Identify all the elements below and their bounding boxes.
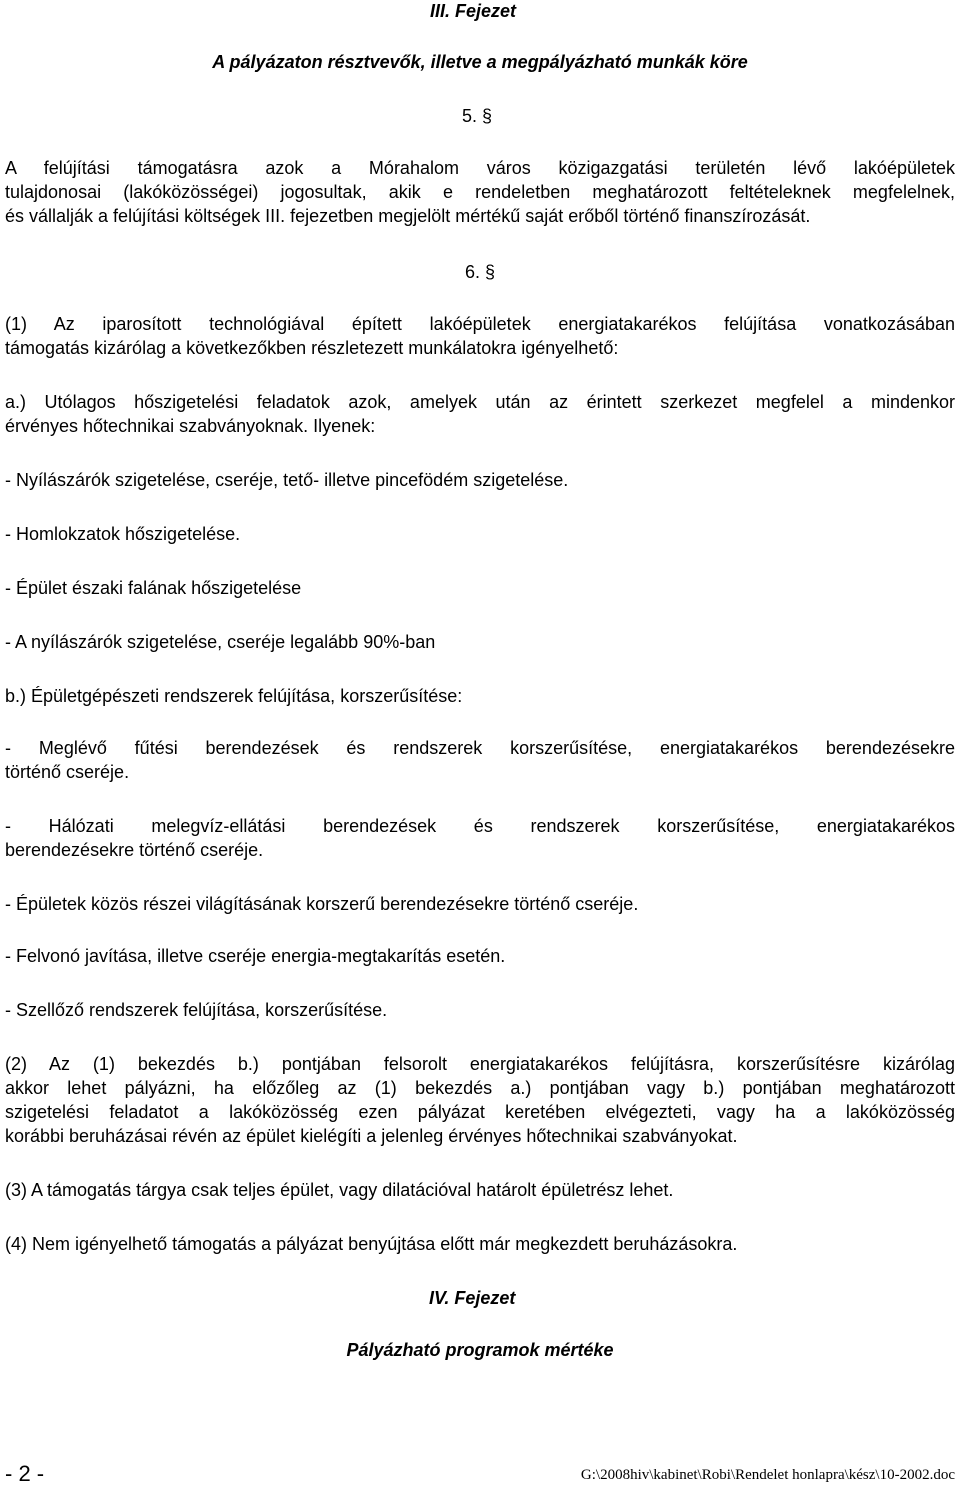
chapter-4-title: IV. Fejezet bbox=[429, 1288, 516, 1308]
point-a-item: - A nyílászárók szigetelése, cseréje legalább 90%-ban bbox=[5, 632, 436, 652]
page-number: - 2 - bbox=[5, 1461, 45, 1486]
point-b-item-line: történő cseréje. bbox=[5, 762, 130, 782]
paragraph-2-line: szigetelési feladatot a lakóközösség ezen pályázat keretében elvégezteti, vagy ha a lakóközösség bbox=[5, 1102, 955, 1122]
paragraph-2-line: akkor lehet pályázni, ha előzőleg az (1) bekezdés a.) pontjában vagy b.) pontjában meghatározott bbox=[5, 1078, 955, 1098]
paragraph-1-line: támogatás kizárólag a következőkben részletezett munkálatokra igényelhető: bbox=[5, 338, 619, 358]
paragraph-4: (4) Nem igényelhető támogatás a pályázat benyújtása előtt már megkezdett beruházásokra. bbox=[5, 1234, 738, 1254]
paragraph-1-line: (1) Az iparosított technológiával épített lakóépületek energiatakarékos felújítása vonatkozásában bbox=[5, 314, 955, 334]
section-5-line: tulajdonosai (lakóközösségei) jogosultak, akik e rendeletben meghatározott feltételeknek megfelelnek, bbox=[5, 182, 955, 202]
point-b-item: - Épületek közös részei világításának korszerű berendezésekre történő cseréje. bbox=[5, 894, 639, 914]
point-a-item: - Épület északi falának hőszigetelése bbox=[5, 578, 302, 598]
chapter-3-subtitle: A pályázaton résztvevők, illetve a megpályázható munkák köre bbox=[212, 52, 748, 72]
chapter-3-title: III. Fejezet bbox=[430, 1, 517, 21]
section-6-label: 6. § bbox=[465, 262, 496, 282]
file-path: G:\2008hiv\kabinet\Robi\Rendelet honlapra\kész\10-2002.doc bbox=[580, 1467, 955, 1483]
point-b-item: - Felvonó javítása, illetve cseréje energia-megtakarítás esetén. bbox=[5, 946, 506, 966]
section-5-line: A felújítási támogatásra azok a Mórahalom város közigazgatási területén lévő lakóépületek bbox=[5, 158, 955, 178]
point-a-item: - Homlokzatok hőszigetelése. bbox=[5, 524, 241, 544]
paragraph-2-line: (2) Az (1) bekezdés b.) pontjában felsorolt energiatakarékos felújításra, korszerűsítésre kizárólag bbox=[5, 1054, 955, 1074]
section-5-label: 5. § bbox=[462, 106, 493, 126]
paragraph-3: (3) A támogatás tárgya csak teljes épület, vagy dilatációval határolt épületrész lehet. bbox=[5, 1180, 674, 1200]
section-5-line: és vállalják a felújítási költségek III. fejezetben megjelölt mértékű saját erőből történő finanszírozását. bbox=[5, 206, 811, 226]
point-a-line: érvényes hőtechnikai szabványoknak. Ilyenek: bbox=[5, 416, 376, 436]
chapter-4-subtitle: Pályázható programok mértéke bbox=[346, 1340, 614, 1360]
point-a-item: - Nyílászárók szigetelése, cseréje, tető- illetve pincefödém szigetelése. bbox=[5, 470, 569, 490]
paragraph-2-line: korábbi beruházásai révén az épület kielégíti a jelenleg érvényes hőtechnikai szabványokat. bbox=[5, 1126, 738, 1146]
point-b-heading: b.) Épületgépészeti rendszerek felújítása, korszerűsítése: bbox=[5, 686, 463, 706]
point-a-line: a.) Utólagos hőszigetelési feladatok azok, amelyek után az érintett szerkezet megfelel a mindenkor bbox=[5, 392, 955, 412]
point-b-item-line: berendezésekre történő cseréje. bbox=[5, 840, 264, 860]
point-b-item-line: - Hálózati melegvíz-ellátási berendezések és rendszerek korszerűsítése, energiatakarékos bbox=[5, 816, 955, 836]
point-b-item-line: - Meglévő fűtési berendezések és rendszerek korszerűsítése, energiatakarékos berendezésekre bbox=[5, 738, 955, 758]
point-b-item: - Szellőző rendszerek felújítása, korszerűsítése. bbox=[5, 1000, 388, 1020]
